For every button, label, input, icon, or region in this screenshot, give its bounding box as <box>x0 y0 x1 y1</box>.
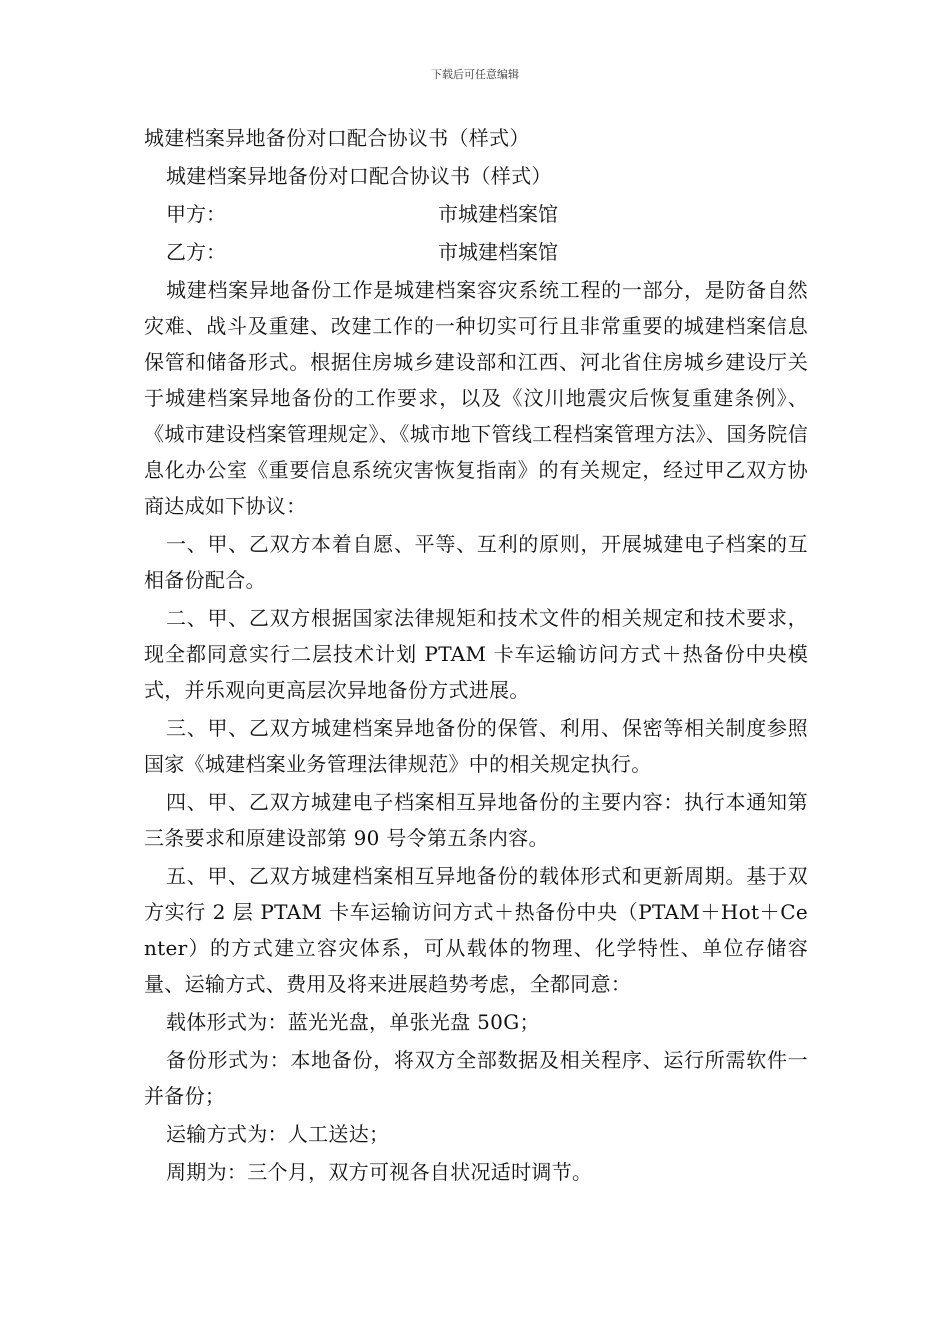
clause-3: 三、甲、乙双方城建档案异地备份的保管、利用、保密等相关制度参照国家《城建档案业务管理法律规范》中的相关规定执行。 <box>144 716 808 776</box>
item-period: 周期为：三个月，双方可视各自状况适时调节。 <box>166 1160 593 1184</box>
party-a-row <box>144 196 808 232</box>
clause-1: 一、甲、乙双方本着自愿、平等、互利的原则，开展城建电子档案的互相备份配合。 <box>144 532 808 592</box>
document-subtitle: 城建档案异地备份对口配合协议书（样式） <box>166 164 552 188</box>
clause-2: 二、甲、乙双方根据国家法律规矩和技术文件的相关规定和技术要求，现全都同意实行二层技术计划 PTAM 卡车运输访问方式＋热备份中央模式，并乐观向更高层次异地备份方式进展。 <box>144 606 808 702</box>
item-transport: 运输方式为：人工送达； <box>166 1122 390 1146</box>
party-b-label: 乙方： <box>166 240 226 264</box>
intro-paragraph: 城建档案异地备份工作是城建档案容灾系统工程的一部分，是防备自然灾难、战斗及重建、改建工作的一种切实可行且非常重要的城建档案信息保管和储备形式。根据住房城乡建设部和江西、河北省住房城乡建设厅关于城建档案异地备份的工作要求，以及《汶川地震灾后恢复重建条例》、《城市建设档案管理规定》、《城市地下管线工程档案管理方法》、国务院信息化办公室《重要信息系统灾害恢复指南》的有关规定，经过甲乙双方协商达成如下协议： <box>144 278 808 518</box>
document-title: 城建档案异地备份对口配合协议书（样式） <box>144 126 530 150</box>
document-body <box>144 120 808 1190</box>
party-b-row <box>144 234 808 270</box>
clause-4: 四、甲、乙双方城建电子档案相互异地备份的主要内容：执行本通知第三条要求和原建设部第 90 号令第五条内容。 <box>144 790 808 850</box>
page-header-note: 下载后可任意编辑 <box>431 68 519 81</box>
item-carrier: 载体形式为：蓝光光盘，单张光盘 50G； <box>166 1010 540 1034</box>
party-a-value: 市城建档案馆 <box>438 202 558 226</box>
party-a-label: 甲方： <box>166 202 226 226</box>
clause-5: 五、甲、乙双方城建档案相互异地备份的载体形式和更新周期。基于双方实行 2 层 PTAM 卡车运输访问方式＋热备份中央（PTAM＋Hot＋Center）的方式建立容灾体系，可从载体的物理、化学特性、单位存储容量、运输方式、费用及将来进展趋势考虑，全都同意： <box>144 864 808 996</box>
item-backup-form: 备份形式为：本地备份，将双方全部数据及相关程序、运行所需软件一并备份； <box>144 1048 808 1108</box>
party-b-value: 市城建档案馆 <box>438 240 558 264</box>
